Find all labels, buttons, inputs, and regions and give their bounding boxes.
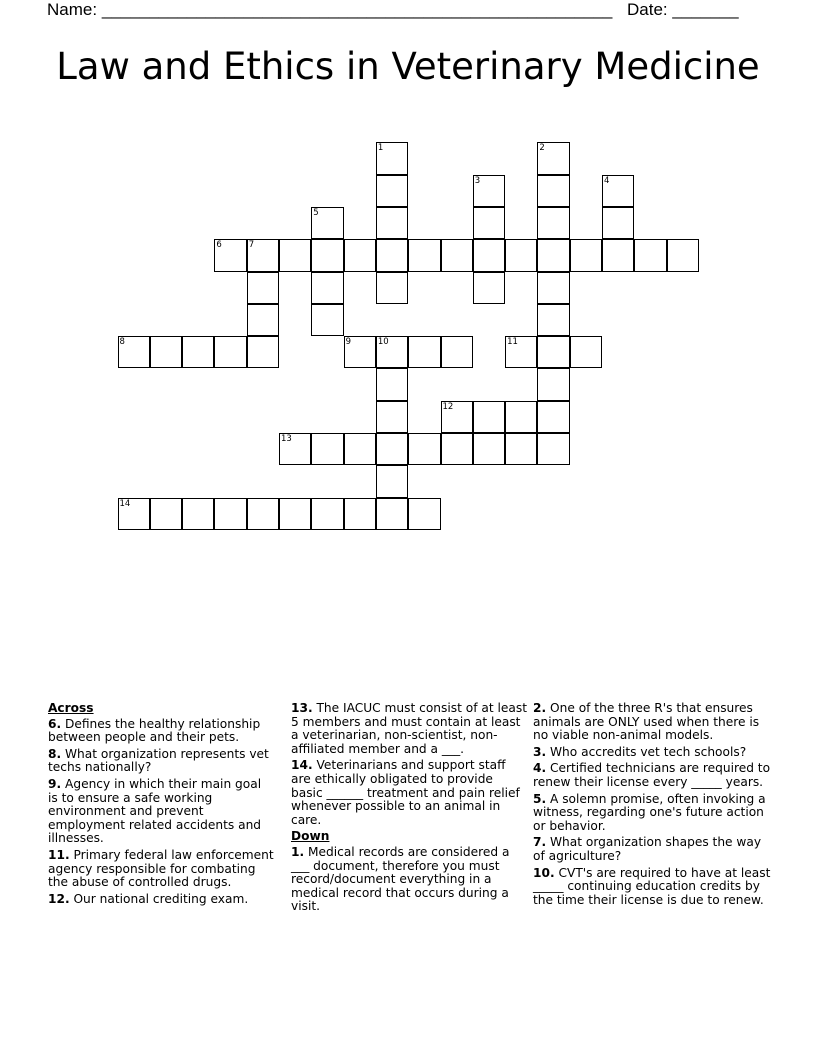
clue-number: 6 — [216, 240, 222, 251]
grid-cell[interactable] — [311, 304, 343, 336]
grid-cell[interactable] — [570, 336, 602, 368]
grid-cell[interactable] — [537, 207, 569, 239]
grid-cell[interactable] — [118, 336, 150, 368]
grid-cell[interactable] — [441, 433, 473, 465]
clue-number: 14 — [119, 498, 131, 509]
clue-number: 3 — [474, 175, 481, 186]
grid-cell[interactable] — [344, 239, 376, 271]
grid-cell[interactable] — [505, 239, 537, 271]
grid-cell[interactable] — [311, 433, 343, 465]
grid-cell[interactable] — [667, 239, 699, 271]
across-heading: Across — [48, 701, 94, 715]
clue-down-7: 7. What organization shapes the way of agriculture? — [533, 835, 762, 863]
grid-cell[interactable] — [247, 239, 279, 271]
clue-number: 2 — [539, 143, 545, 154]
grid-cell[interactable] — [344, 433, 376, 465]
grid-cell[interactable] — [376, 207, 408, 239]
grid-cell[interactable] — [505, 433, 537, 465]
clue-number: 12 — [442, 401, 454, 412]
grid-cell[interactable] — [537, 336, 569, 368]
grid-cell[interactable] — [214, 498, 246, 530]
grid-cell[interactable] — [537, 368, 569, 400]
clue-down-1: 1. Medical records are considered a ___ document, therefore you must record/document everything in a medical record that occurs during a visit. — [291, 844, 510, 914]
clue-number: 7 — [248, 240, 255, 251]
grid-cell[interactable] — [279, 433, 311, 465]
grid-cell[interactable] — [182, 336, 214, 368]
grid-cell[interactable] — [441, 401, 473, 433]
grid-cell[interactable] — [473, 272, 505, 304]
name-blank[interactable]: ______________________________________________________ — [101, 0, 613, 19]
clue-down-5: 5. A solemn promise, often invoking a witness, regarding one's future action or behavior. — [533, 791, 766, 833]
grid-cell[interactable] — [118, 498, 150, 530]
clue-column-3 — [533, 702, 771, 910]
grid-cell[interactable] — [441, 239, 473, 271]
down-heading: Down — [291, 829, 330, 844]
clue-number: 10 — [377, 337, 389, 348]
grid-cell[interactable] — [602, 239, 634, 271]
grid-cell[interactable] — [376, 368, 408, 400]
grid-cell[interactable] — [214, 239, 246, 271]
grid-cell[interactable] — [537, 304, 569, 336]
grid-cell[interactable] — [376, 142, 408, 174]
grid-cell[interactable] — [311, 207, 343, 239]
grid-cell[interactable] — [537, 239, 569, 271]
grid-cell[interactable] — [473, 207, 505, 239]
grid-cell[interactable] — [279, 239, 311, 271]
grid-cell[interactable] — [150, 336, 182, 368]
grid-cell[interactable] — [376, 336, 408, 368]
date-label: Date: — [627, 0, 668, 19]
grid-cell[interactable] — [602, 175, 634, 207]
name-label: Name: — [47, 0, 98, 19]
grid-cell[interactable] — [214, 336, 246, 368]
grid-cell[interactable] — [376, 272, 408, 304]
grid-cell[interactable] — [537, 272, 569, 304]
grid-cell[interactable] — [150, 498, 182, 530]
grid-cell[interactable] — [376, 498, 408, 530]
grid-cell[interactable] — [570, 239, 602, 271]
page-title: Law and Ethics in Veterinary Medicine — [56, 45, 760, 88]
grid-cell[interactable] — [376, 401, 408, 433]
grid-cell[interactable] — [537, 142, 569, 174]
clue-down-2: 2. One of the three R's that ensures animals are ONLY used when there is no viable non-animal models. — [533, 701, 760, 743]
grid-cell[interactable] — [537, 401, 569, 433]
grid-cell[interactable] — [473, 433, 505, 465]
clue-number: 11 — [507, 337, 518, 348]
clue-across-12: 12. Our national crediting exam. — [48, 891, 249, 906]
grid-cell[interactable] — [279, 498, 311, 530]
grid-cell[interactable] — [182, 498, 214, 530]
clue-across-13: 13. The IACUC must consist of at least 5 members and must contain at least a veterinarian, non-scientist, non-affiliated member and a ___. — [291, 701, 527, 756]
grid-cell[interactable] — [344, 336, 376, 368]
clue-across-14: 14. Veterinarians and support staff are ethically obligated to provide basic ______ treatment and pain relief whenever possible to an animal in care. — [291, 758, 520, 827]
grid-cell[interactable] — [473, 401, 505, 433]
grid-cell[interactable] — [537, 175, 569, 207]
grid-cell[interactable] — [247, 304, 279, 336]
clue-number: 13 — [281, 434, 292, 444]
grid-cell[interactable] — [311, 498, 343, 530]
grid-cell[interactable] — [376, 465, 408, 497]
grid-cell[interactable] — [505, 336, 537, 368]
clue-number: 8 — [119, 337, 125, 348]
clue-across-8: 8. What organization represents vet techs nationally? — [48, 746, 269, 775]
clue-down-4: 4. Certified technicians are required to renew their license every _____ years. — [533, 761, 771, 789]
grid-cell[interactable] — [408, 336, 440, 368]
grid-cell[interactable] — [505, 401, 537, 433]
grid-cell[interactable] — [473, 239, 505, 271]
grid-cell[interactable] — [376, 175, 408, 207]
clue-column-1 — [48, 702, 274, 909]
grid-cell[interactable] — [247, 498, 279, 530]
grid-cell[interactable] — [634, 239, 666, 271]
date-blank[interactable]: _______ — [672, 0, 739, 19]
clue-across-11: 11. Primary federal law enforcement agency responsible for combating the abuse of controlled drugs. — [48, 847, 274, 890]
clue-number: 5 — [313, 207, 319, 218]
grid-cell[interactable] — [376, 433, 408, 465]
clue-number: 1 — [377, 143, 384, 154]
grid-cell[interactable] — [473, 175, 505, 207]
grid-cell[interactable] — [441, 336, 473, 368]
clue-number: 9 — [345, 337, 352, 348]
grid-cell[interactable] — [247, 272, 279, 304]
grid-cell[interactable] — [344, 498, 376, 530]
grid-cell[interactable] — [408, 433, 440, 465]
clue-column-2 — [291, 702, 527, 917]
clue-number: 4 — [604, 175, 610, 186]
grid-cell[interactable] — [311, 272, 343, 304]
clue-across-9: 9. Agency in which their main goal is to ensure a safe working environment and prevent employment related accidents and illnesses. — [48, 776, 262, 846]
clue-down-10: 10. CVT's are required to have at least _____ continuing education credits by the time their license is due to renew. — [533, 865, 771, 907]
grid-cell[interactable] — [408, 239, 440, 271]
grid-cell[interactable] — [408, 498, 440, 530]
grid-cell[interactable] — [537, 433, 569, 465]
grid-cell[interactable] — [602, 207, 634, 239]
clue-across-6: 6. Defines the healthy relationship between people and their pets. — [48, 716, 261, 745]
grid-cell[interactable] — [247, 336, 279, 368]
grid-cell[interactable] — [311, 239, 343, 271]
grid-cell[interactable] — [376, 239, 408, 271]
clue-down-3: 3. Who accredits vet tech schools? — [533, 744, 747, 759]
